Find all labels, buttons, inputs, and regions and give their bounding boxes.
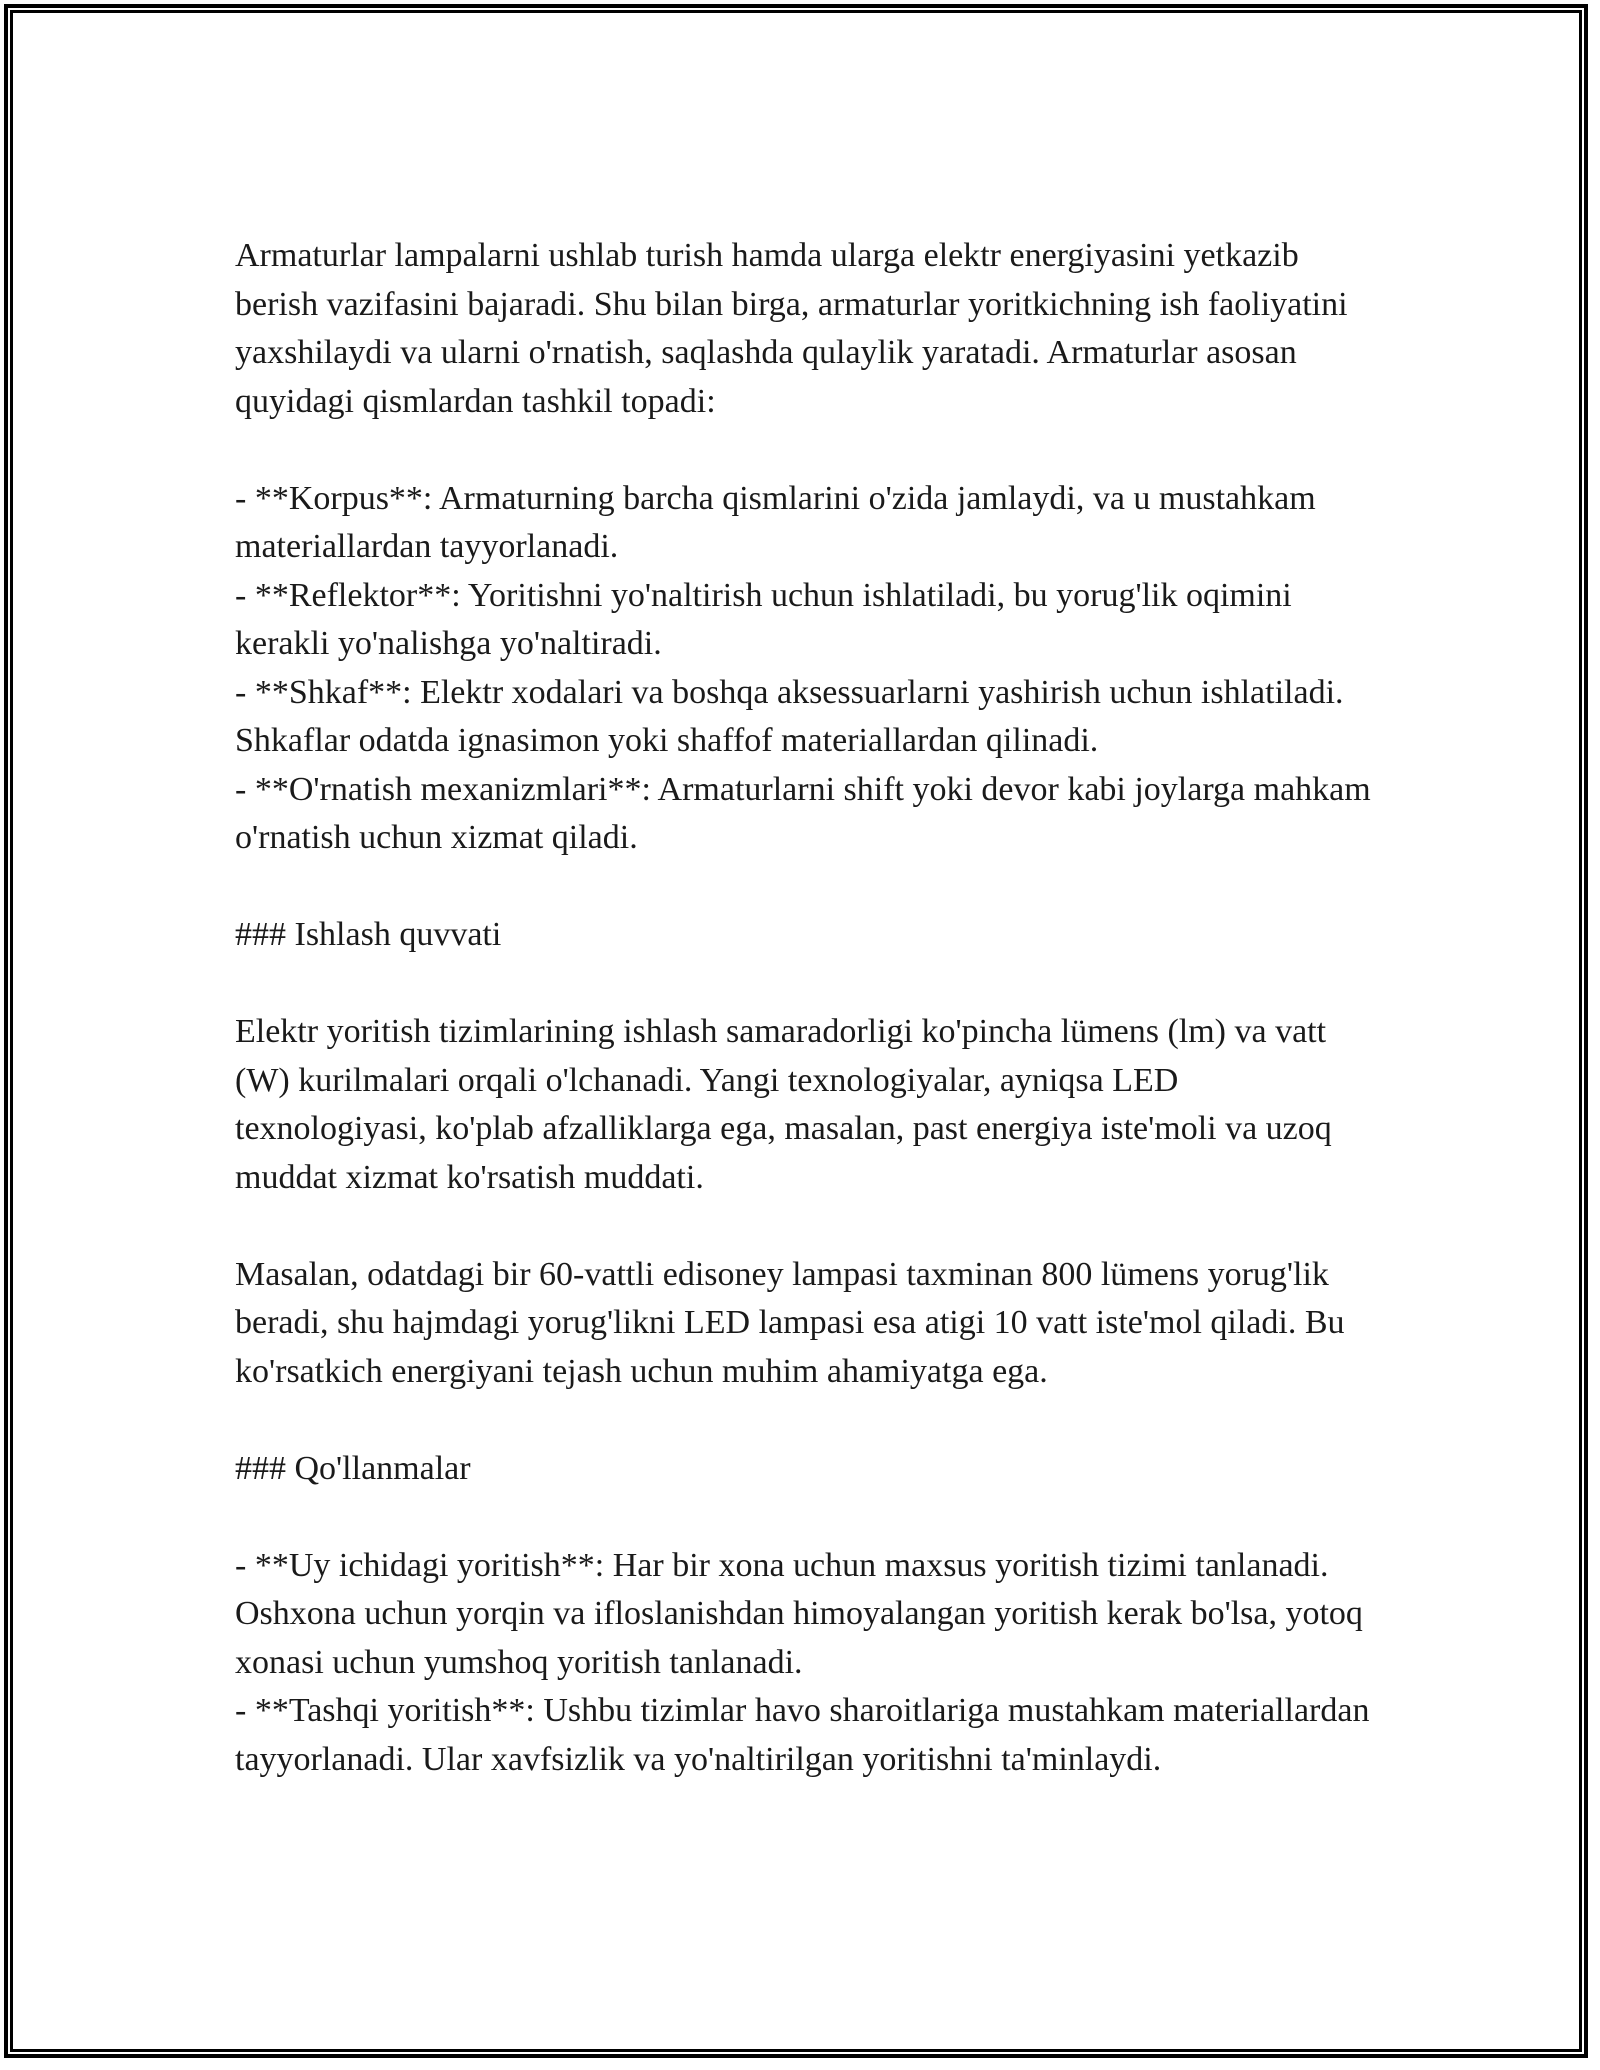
part-item-korpus: - **Korpus**: Armaturning barcha qismlarini o'zida jamlaydi, va u mustahkam materiallardan tayyorlanadi. <box>235 479 1316 565</box>
spacer <box>235 1493 1375 1542</box>
document-body <box>235 232 1375 1784</box>
spacer <box>235 1396 1375 1445</box>
spacer <box>235 426 1375 475</box>
application-item-outdoor: - **Tashqi yoritish**: Ushbu tizimlar havo sharoitlariga mustahkam materiallardan tayyorlanadi. Ular xavfsizlik va yo'naltirilgan yoritishni ta'minlaydi. <box>235 1692 1370 1778</box>
section-heading-applications: ### Qo'llanmalar <box>235 1449 471 1487</box>
intro-paragraph: Armaturlar lampalarni ushlab turish hamda ularga elektr energiyasini yetkazib berish vazifasini bajaradi. Shu bilan birga, armaturlar yoritkichning ish faoliyatini yaxshilaydi va ularni o'rnatish, saqlashda qulaylik yaratadi. Armaturlar asosan quyidagi qismlardan tashkil topadi: <box>235 237 1348 420</box>
spacer <box>235 1202 1375 1251</box>
part-item-shkaf: - **Shkaf**: Elektr xodalari va boshqa aksessuarlarni yashirish uchun ishlatiladi. Shkaflar odatda ignasimon yoki shaffof materiallardan qilinadi. <box>235 673 1344 759</box>
spacer <box>235 960 1375 1009</box>
part-item-ornatish: - **O'rnatish mexanizmlari**: Armaturlarni shift yoki devor kabi joylarga mahkam o'rnatish uchun xizmat qiladi. <box>235 770 1371 856</box>
performance-paragraph-1: Elektr yoritish tizimlarining ishlash samaradorligi ko'pincha lümens (lm) va vatt (W) kurilmalari orqali o'lchanadi. Yangi texnologiyalar, ayniqsa LED texnologiyasi, ko'plab afzalliklarga ega, masalan, past energiya iste'moli va uzoq muddat xizmat ko'rsatish muddati. <box>235 1013 1332 1196</box>
section-heading-performance: ### Ishlash quvvati <box>235 916 502 953</box>
part-item-reflektor: - **Reflektor**: Yoritishni yo'naltirish uchun ishlatiladi, bu yorug'lik oqimini kerakli yo'nalishga yo'naltiradi. <box>235 576 1292 662</box>
spacer <box>235 863 1375 912</box>
application-item-indoor: - **Uy ichidagi yoritish**: Har bir xona uchun maxsus yoritish tizimi tanlanadi. Oshxona uchun yorqin va ifloslanishdan himoyalangan yoritish kerak bo'lsa, yotoq xonasi uchun yumshoq yoritish tanlanadi. <box>235 1546 1363 1681</box>
performance-paragraph-2: Masalan, odatdagi bir 60-vattli edisoney lampasi taxminan 800 lümens yorug'lik beradi, shu hajmdagi yorug'likni LED lampasi esa atigi 10 vatt iste'mol qiladi. Bu ko'rsatkich energiyani tejash uchun muhim ahamiyatga ega. <box>235 1255 1345 1390</box>
